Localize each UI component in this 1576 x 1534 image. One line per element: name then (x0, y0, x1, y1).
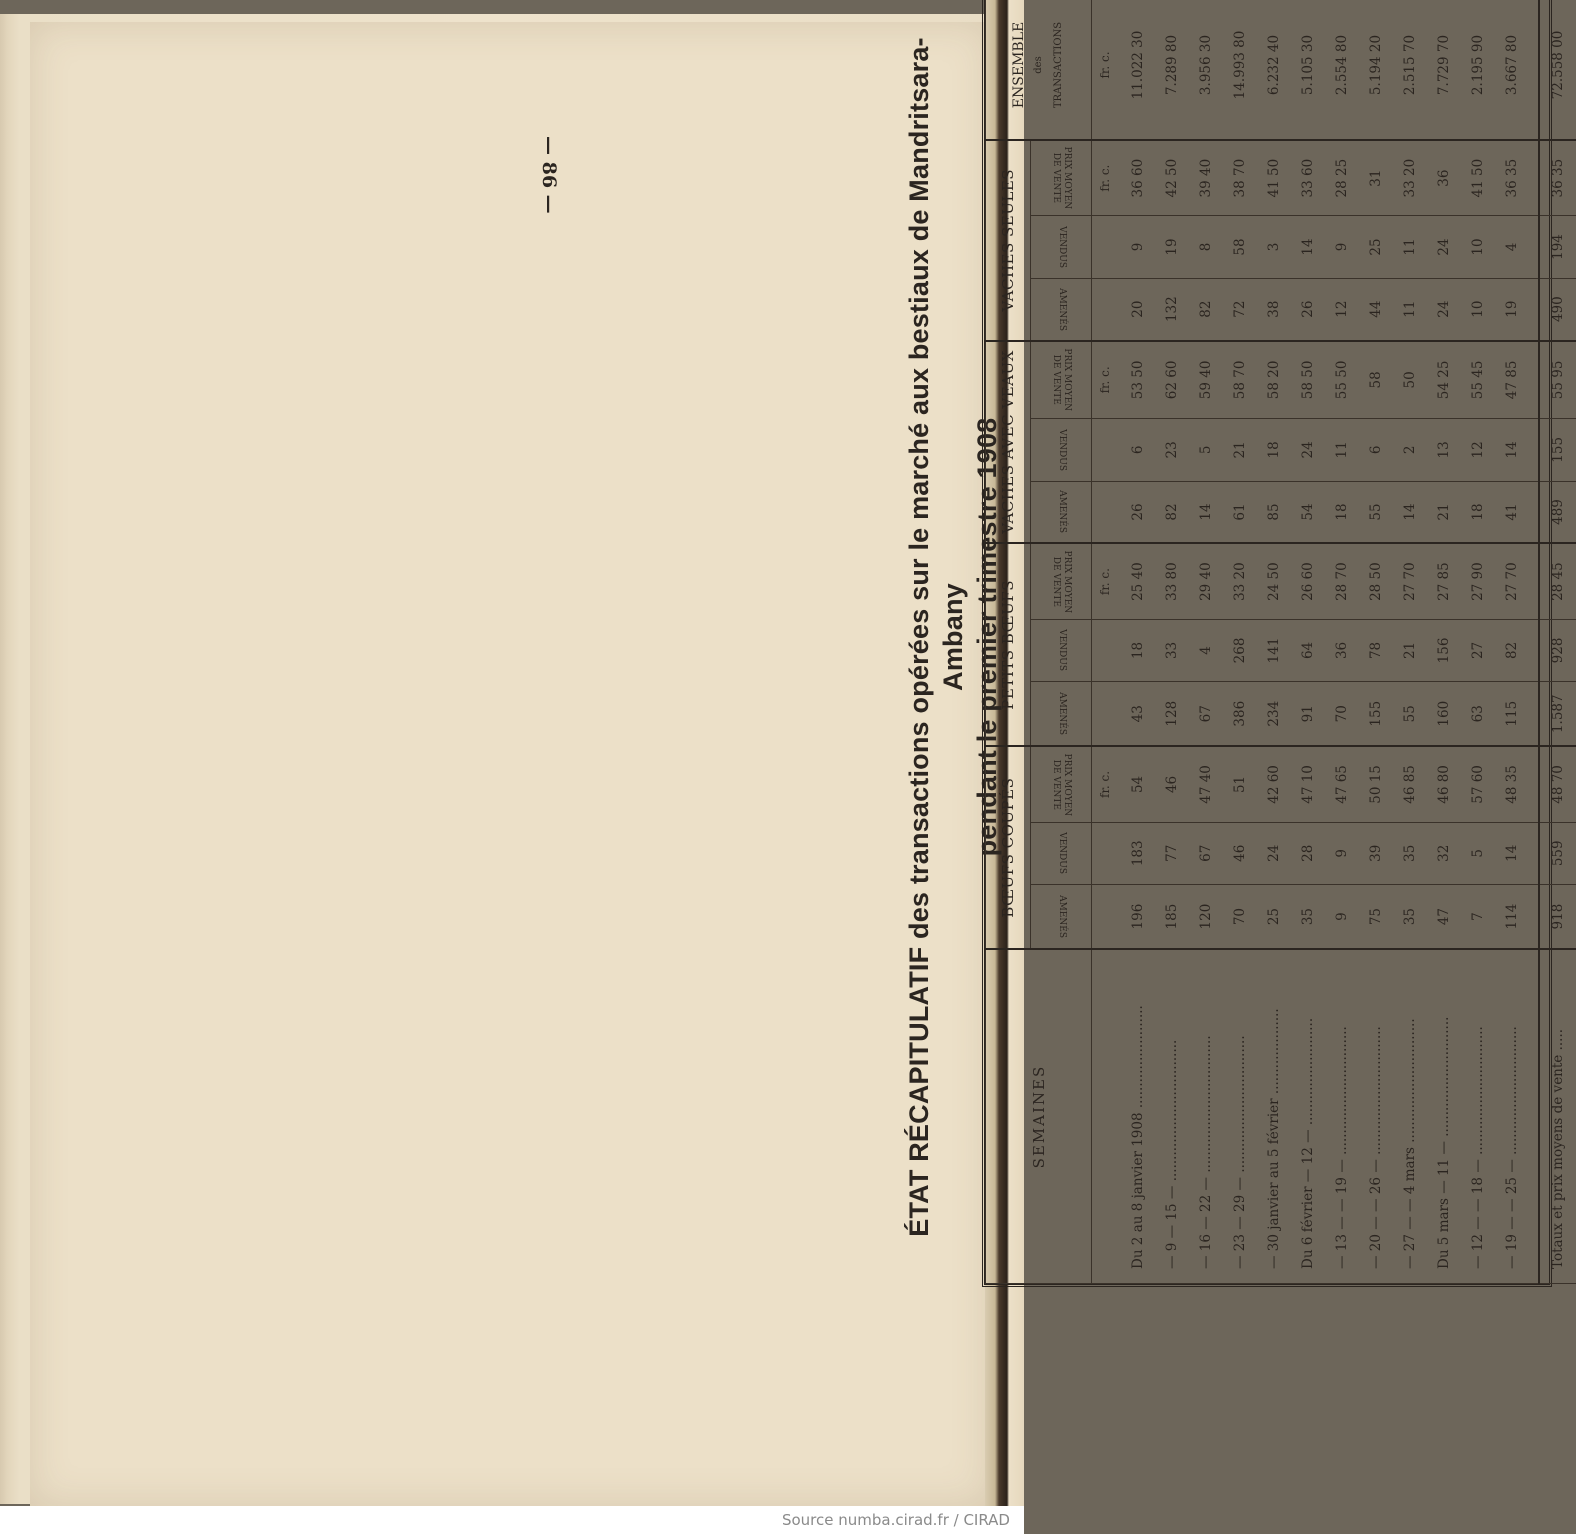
pb-prix-cell: 28 50 (1362, 543, 1396, 619)
vs-total-vendus-cell: 194 (1539, 216, 1576, 278)
table-row (1226, 0, 1260, 1284)
pb-vendus-cell: 141 (1260, 619, 1294, 681)
pb-vendus-cell: 27 (1464, 619, 1498, 681)
pb-total-amenes-cell: 1.587 (1539, 682, 1576, 747)
week-cell: — 30 janvier au 5 février .................... (1260, 949, 1294, 1283)
pb-prix-cell: 25 40 (1124, 543, 1158, 619)
units-cell (1092, 216, 1125, 278)
filler-cell (1532, 682, 1539, 747)
vs-amenes-cell: 132 (1158, 278, 1192, 340)
pb-vendus-cell: 4 (1192, 619, 1226, 681)
header-ensemble-title: ENSEMBLE (1010, 21, 1027, 109)
subheader-label: PRIX MOYEN DE VENTE (1051, 550, 1072, 613)
units-price-cell: fr. c. (1092, 341, 1125, 419)
filler-cell (1532, 822, 1539, 884)
bc-prix-cell: 57 60 (1464, 746, 1498, 822)
table-row (1498, 0, 1532, 1284)
vs-vendus-cell: 9 (1124, 216, 1158, 278)
pb-vendus-cell: 156 (1430, 619, 1464, 681)
vv-amenes-cell: 55 (1362, 481, 1396, 543)
vv-amenes-cell: 21 (1430, 481, 1464, 543)
pb-vendus-cell: 33 (1158, 619, 1192, 681)
vv-prix-cell: 58 (1362, 341, 1396, 419)
header-semaines: SEMAINES (986, 949, 1092, 1283)
ensemble-cell: 2.195 90 (1464, 0, 1498, 140)
filler-cell (1532, 619, 1539, 681)
pb-prix-cell: 27 70 (1396, 543, 1430, 619)
bc-prix-cell: 47 65 (1328, 746, 1362, 822)
bc-vendus-cell: 35 (1396, 822, 1430, 884)
bc-vendus-cell: 28 (1294, 822, 1328, 884)
pb-total-vendus-cell: 928 (1539, 619, 1576, 681)
filler-cell (1532, 278, 1539, 340)
vv-amenes-cell: 14 (1192, 481, 1226, 543)
vs-vendus-cell: 8 (1192, 216, 1226, 278)
ensemble-cell: 7.729 70 (1430, 0, 1464, 140)
vv-amenes-cell: 61 (1226, 481, 1260, 543)
vv-vendus-cell: 11 (1328, 419, 1362, 481)
pb-prix-cell: 27 90 (1464, 543, 1498, 619)
vs-vendus-cell: 11 (1396, 216, 1430, 278)
ensemble-cell: 7.289 80 (1158, 0, 1192, 140)
subheader-amenes (1031, 884, 1092, 949)
week-cell: — 23 — 29 — ................................ (1226, 949, 1260, 1283)
vv-vendus-cell: 24 (1294, 419, 1328, 481)
pb-prix-cell: 26 60 (1294, 543, 1328, 619)
vs-prix-cell: 38 70 (1226, 140, 1260, 216)
pb-amenes-cell: 63 (1464, 682, 1498, 747)
vv-prix-cell: 55 50 (1328, 341, 1362, 419)
vv-prix-cell: 58 20 (1260, 341, 1294, 419)
vs-vendus-cell: 4 (1498, 216, 1532, 278)
subheader-label: AMENÉS (1056, 692, 1067, 736)
bc-amenes-cell: 7 (1464, 884, 1498, 949)
bc-vendus-cell: 183 (1124, 822, 1158, 884)
pb-prix-cell: 33 20 (1226, 543, 1260, 619)
pb-amenes-cell: 128 (1158, 682, 1192, 747)
vs-prix-cell: 39 40 (1192, 140, 1226, 216)
totals-label-cell: Totaux et prix moyens de vente ..... (1539, 949, 1576, 1283)
ensemble-cell: 3.667 80 (1498, 0, 1532, 140)
week-cell: — 20 — — 26 — .............................. (1362, 949, 1396, 1283)
units-cell (1092, 822, 1125, 884)
pb-amenes-cell: 160 (1430, 682, 1464, 747)
week-cell: — 27 — — 4 mars ............................. (1396, 949, 1430, 1283)
bc-prix-cell: 46 85 (1396, 746, 1430, 822)
header-ensemble (986, 0, 1092, 140)
pb-vendus-cell: 78 (1362, 619, 1396, 681)
subheader-label: VENDUS (1056, 832, 1067, 875)
week-cell: Du 5 mars — 11 — ............................ (1430, 949, 1464, 1283)
vv-total-amenes-cell: 489 (1539, 481, 1576, 543)
vv-vendus-cell: 6 (1362, 419, 1396, 481)
ensemble-cell: 11.022 30 (1124, 0, 1158, 140)
bc-prix-cell: 46 (1158, 746, 1192, 822)
pb-amenes-cell: 43 (1124, 682, 1158, 747)
bc-vendus-cell: 32 (1430, 822, 1464, 884)
pb-amenes-cell: 70 (1328, 682, 1362, 747)
bc-vendus-cell: 77 (1158, 822, 1192, 884)
vs-vendus-cell: 10 (1464, 216, 1498, 278)
vs-vendus-cell: 3 (1260, 216, 1294, 278)
pb-prix-cell: 33 80 (1158, 543, 1192, 619)
units-cell (1092, 481, 1125, 543)
subheader-amenes (1031, 481, 1092, 543)
units-price-cell: fr. c. (1092, 746, 1125, 822)
vv-amenes-cell: 14 (1396, 481, 1430, 543)
vs-amenes-cell: 26 (1294, 278, 1328, 340)
units-price-cell: fr. c. (1092, 140, 1125, 216)
vs-total-prix-cell: 36 35 (1539, 140, 1576, 216)
vv-vendus-cell: 5 (1192, 419, 1226, 481)
subheader-label: PRIX MOYEN DE VENTE (1051, 753, 1072, 816)
table-row (1396, 0, 1430, 1284)
document-subtitle: pendant le premier trimestre 1908 (972, 417, 1002, 857)
vs-amenes-cell: 12 (1328, 278, 1362, 340)
vv-prix-cell: 53 50 (1124, 341, 1158, 419)
vv-vendus-cell: 6 (1124, 419, 1158, 481)
vs-prix-cell: 42 50 (1158, 140, 1192, 216)
week-cell: — 9 — 15 — ................................. (1158, 949, 1192, 1283)
week-cell: — 16 — 22 — ................................ (1192, 949, 1226, 1283)
subheader-label: VENDUS (1056, 428, 1067, 471)
vs-prix-cell: 36 (1430, 140, 1464, 216)
pb-amenes-cell: 115 (1498, 682, 1532, 747)
pb-total-prix-cell: 28 45 (1539, 543, 1576, 619)
vv-vendus-cell: 18 (1260, 419, 1294, 481)
subheader-amenes (1031, 682, 1092, 747)
vv-amenes-cell: 18 (1328, 481, 1362, 543)
week-cell: — 13 — — 19 — .............................. (1328, 949, 1362, 1283)
document-title: ÉTAT RÉCAPITULATIF des transactions opérées sur le marché aux bestiaux de Mandritsara-Ambany (904, 37, 968, 1237)
vs-vendus-cell: 19 (1158, 216, 1192, 278)
subheader-label: AMENÉS (1056, 490, 1067, 534)
ensemble-cell: 14.993 80 (1226, 0, 1260, 140)
bc-amenes-cell: 185 (1158, 884, 1192, 949)
vv-prix-cell: 58 70 (1226, 341, 1260, 419)
pb-amenes-cell: 234 (1260, 682, 1294, 747)
bc-prix-cell: 47 10 (1294, 746, 1328, 822)
vv-amenes-cell: 18 (1464, 481, 1498, 543)
week-cell: — 19 — — 25 — .............................. (1498, 949, 1532, 1283)
pb-prix-cell: 28 70 (1328, 543, 1362, 619)
units-week-cell (1092, 949, 1125, 1283)
units-cell (1092, 682, 1125, 747)
vs-amenes-cell: 24 (1430, 278, 1464, 340)
bc-amenes-cell: 47 (1430, 884, 1464, 949)
vv-amenes-cell: 85 (1260, 481, 1294, 543)
pb-prix-cell: 29 40 (1192, 543, 1226, 619)
vv-amenes-cell: 54 (1294, 481, 1328, 543)
bc-amenes-cell: 35 (1294, 884, 1328, 949)
vs-prix-cell: 33 60 (1294, 140, 1328, 216)
units-cell (1092, 278, 1125, 340)
ensemble-cell: 5.105 30 (1294, 0, 1328, 140)
bc-vendus-cell: 67 (1192, 822, 1226, 884)
bc-vendus-cell: 5 (1464, 822, 1498, 884)
filler-cell (1532, 884, 1539, 949)
ensemble-cell: 2.554 80 (1328, 0, 1362, 140)
vv-prix-cell: 62 60 (1158, 341, 1192, 419)
bc-amenes-cell: 75 (1362, 884, 1396, 949)
bc-amenes-cell: 120 (1192, 884, 1226, 949)
subheader-vendus (1031, 822, 1092, 884)
vv-vendus-cell: 14 (1498, 419, 1532, 481)
table-row (1328, 0, 1362, 1284)
page-number: — 86 — (538, 136, 560, 214)
table-row (1124, 0, 1158, 1284)
filler-cell (1532, 949, 1539, 1283)
units-cell (1092, 884, 1125, 949)
vv-total-vendus-cell: 155 (1539, 419, 1576, 481)
subheader-amenes (1031, 278, 1092, 340)
table-row (1294, 0, 1328, 1284)
bc-vendus-cell: 14 (1498, 822, 1532, 884)
header-ensemble-des: des (1032, 56, 1044, 74)
pb-amenes-cell: 55 (1396, 682, 1430, 747)
bc-vendus-cell: 24 (1260, 822, 1294, 884)
week-cell: — 12 — — 18 — .............................. (1464, 949, 1498, 1283)
pb-vendus-cell: 268 (1226, 619, 1260, 681)
vv-prix-cell: 50 (1396, 341, 1430, 419)
table-body (1092, 0, 1576, 1284)
vs-prix-cell: 33 20 (1396, 140, 1430, 216)
vs-vendus-cell: 25 (1362, 216, 1396, 278)
ensemble-cell: 2.515 70 (1396, 0, 1430, 140)
pb-amenes-cell: 386 (1226, 682, 1260, 747)
vs-prix-cell: 36 35 (1498, 140, 1532, 216)
subheader-label: PRIX MOYEN DE VENTE (1051, 146, 1072, 210)
header-vaches-seules: VACHES SEULES (986, 140, 1031, 341)
pb-amenes-cell: 155 (1362, 682, 1396, 747)
ensemble-cell: 5.194 20 (1362, 0, 1396, 140)
bc-amenes-cell: 9 (1328, 884, 1362, 949)
vs-prix-cell: 28 25 (1328, 140, 1362, 216)
units-price-cell: fr. c. (1092, 543, 1125, 619)
vv-prix-cell: 59 40 (1192, 341, 1226, 419)
header-ensemble-transactions: TRANSACTIONS (1052, 21, 1064, 109)
bc-amenes-cell: 196 (1124, 884, 1158, 949)
pb-vendus-cell: 64 (1294, 619, 1328, 681)
table-row (1430, 0, 1464, 1284)
vs-vendus-cell: 24 (1430, 216, 1464, 278)
vs-prix-cell: 41 50 (1260, 140, 1294, 216)
pb-amenes-cell: 91 (1294, 682, 1328, 747)
units-ensemble-cell: fr. c. (1092, 0, 1125, 140)
bc-total-amenes-cell: 918 (1539, 884, 1576, 949)
units-row (1092, 0, 1125, 1284)
week-cell: Du 2 au 8 janvier 1908 ........................ (1124, 949, 1158, 1283)
vs-total-amenes-cell: 490 (1539, 278, 1576, 340)
subheader-label: AMENÉS (1056, 895, 1067, 939)
rotated-table-content (902, 0, 1566, 1287)
subheader-prix-moyen (1031, 543, 1092, 619)
ensemble-cell: 3.956 30 (1192, 0, 1226, 140)
table-row (1464, 0, 1498, 1284)
vs-vendus-cell: 58 (1226, 216, 1260, 278)
units-cell (1092, 419, 1125, 481)
pb-vendus-cell: 82 (1498, 619, 1532, 681)
vs-amenes-cell: 11 (1396, 278, 1430, 340)
pb-amenes-cell: 67 (1192, 682, 1226, 747)
filler-cell (1532, 216, 1539, 278)
pb-vendus-cell: 18 (1124, 619, 1158, 681)
vv-prix-cell: 58 50 (1294, 341, 1328, 419)
bc-vendus-cell: 39 (1362, 822, 1396, 884)
bc-amenes-cell: 70 (1226, 884, 1260, 949)
vs-vendus-cell: 14 (1294, 216, 1328, 278)
vs-amenes-cell: 82 (1192, 278, 1226, 340)
bc-vendus-cell: 46 (1226, 822, 1260, 884)
table-row (1158, 0, 1192, 1284)
filler-cell (1532, 746, 1539, 822)
bc-prix-cell: 54 (1124, 746, 1158, 822)
paper-sheet (30, 22, 990, 1506)
table-frame (982, 0, 1566, 1287)
pb-prix-cell: 27 85 (1430, 543, 1464, 619)
vv-vendus-cell: 2 (1396, 419, 1430, 481)
table-row (1362, 0, 1396, 1284)
bc-prix-cell: 51 (1226, 746, 1260, 822)
vv-vendus-cell: 21 (1226, 419, 1260, 481)
vs-vendus-cell: 9 (1328, 216, 1362, 278)
filler-cell (1532, 341, 1539, 419)
subheader-label: VENDUS (1056, 629, 1067, 672)
bc-total-prix-cell: 48 70 (1539, 746, 1576, 822)
pb-prix-cell: 27 70 (1498, 543, 1532, 619)
vs-amenes-cell: 19 (1498, 278, 1532, 340)
vs-amenes-cell: 10 (1464, 278, 1498, 340)
bc-vendus-cell: 9 (1328, 822, 1362, 884)
vv-prix-cell: 54 25 (1430, 341, 1464, 419)
ensemble-total-cell: 72.558 00 (1539, 0, 1576, 140)
filler-cell (1532, 140, 1539, 216)
header-vaches-avec-veaux: VACHES AVEC VEAUX (986, 341, 1031, 544)
subheader-vendus (1031, 216, 1092, 278)
subheader-prix-moyen (1031, 746, 1092, 822)
subheader-label: PRIX MOYEN DE VENTE (1051, 348, 1072, 412)
vs-prix-cell: 36 60 (1124, 140, 1158, 216)
vv-amenes-cell: 26 (1124, 481, 1158, 543)
subheader-prix-moyen (1031, 140, 1092, 216)
vv-total-prix-cell: 55 95 (1539, 341, 1576, 419)
subheader-label: AMENÉS (1056, 287, 1067, 331)
vv-prix-cell: 55 45 (1464, 341, 1498, 419)
table-row (1260, 0, 1294, 1284)
bc-amenes-cell: 25 (1260, 884, 1294, 949)
vs-amenes-cell: 72 (1226, 278, 1260, 340)
bc-amenes-cell: 35 (1396, 884, 1430, 949)
subheader-prix-moyen (1031, 341, 1092, 419)
pb-vendus-cell: 21 (1396, 619, 1430, 681)
filler-row (1532, 0, 1539, 1284)
subheader-vendus (1031, 619, 1092, 681)
units-cell (1092, 619, 1125, 681)
filler-cell (1532, 419, 1539, 481)
subheader-label: VENDUS (1056, 226, 1067, 268)
bc-prix-cell: 42 60 (1260, 746, 1294, 822)
vv-amenes-cell: 41 (1498, 481, 1532, 543)
header-boeufs-coupes: BŒUFS COUPÉS (986, 746, 1031, 949)
pb-vendus-cell: 36 (1328, 619, 1362, 681)
bc-prix-cell: 47 40 (1192, 746, 1226, 822)
pb-prix-cell: 24 50 (1260, 543, 1294, 619)
week-cell: Du 6 février — 12 — ......................... (1294, 949, 1328, 1283)
vs-amenes-cell: 20 (1124, 278, 1158, 340)
bc-amenes-cell: 114 (1498, 884, 1532, 949)
vv-prix-cell: 47 85 (1498, 341, 1532, 419)
livestock-transactions-table (985, 0, 1576, 1284)
bc-prix-cell: 48 35 (1498, 746, 1532, 822)
vs-prix-cell: 41 50 (1464, 140, 1498, 216)
header-petits-boeufs: PETITS BŒUFS (986, 543, 1031, 746)
ensemble-cell: 6.232 40 (1260, 0, 1294, 140)
vv-vendus-cell: 12 (1464, 419, 1498, 481)
subheader-vendus (1031, 419, 1092, 481)
vv-vendus-cell: 23 (1158, 419, 1192, 481)
filler-cell (1532, 0, 1539, 140)
filler-cell (1532, 543, 1539, 619)
bc-prix-cell: 46 80 (1430, 746, 1464, 822)
filler-cell (1532, 481, 1539, 543)
vs-prix-cell: 31 (1362, 140, 1396, 216)
vs-amenes-cell: 38 (1260, 278, 1294, 340)
totals-row (1539, 0, 1576, 1284)
vs-amenes-cell: 44 (1362, 278, 1396, 340)
source-credit: Source numba.cirad.fr / CIRAD (781, 1511, 1010, 1529)
table-row (1192, 0, 1226, 1284)
bc-prix-cell: 50 15 (1362, 746, 1396, 822)
vv-vendus-cell: 13 (1430, 419, 1464, 481)
bc-total-vendus-cell: 559 (1539, 822, 1576, 884)
vv-amenes-cell: 82 (1158, 481, 1192, 543)
